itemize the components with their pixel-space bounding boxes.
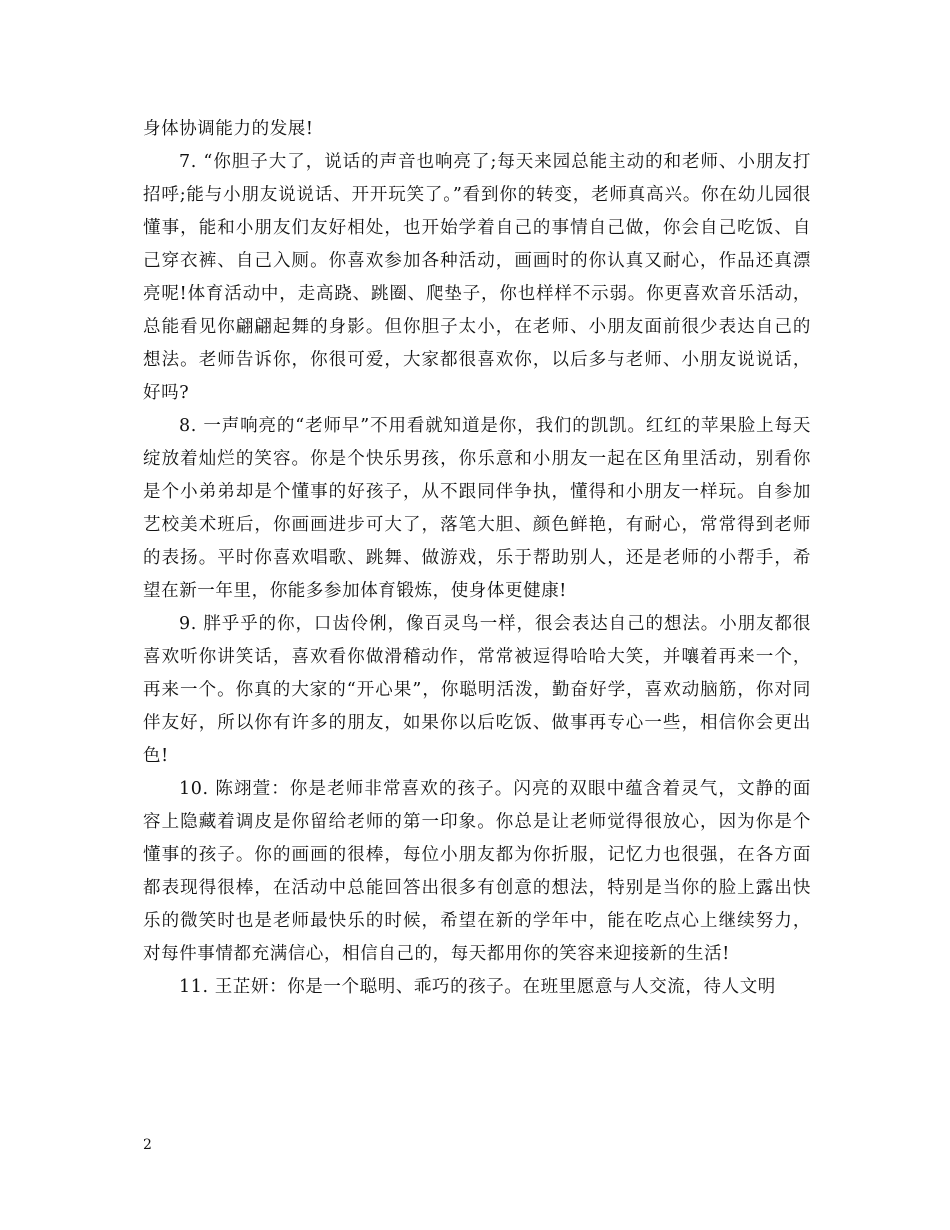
paragraph-continuation: 身体协调能力的发展! [143,119,314,139]
page-number: 2 [143,1137,152,1153]
paragraph-item-8: 8. 一声响亮的“老师早”不用看就知道是你，我们的凯凯。红红的苹果脸上每天绽放着灿烂的笑容。你是个快乐男孩，你乐意和小朋友一起在区角里活动，别看你是个小弟弟却是个懂事的好孩子，从不跟同伴争执，懂得和小朋友一样玩。自参加艺校美术班后，你画画进步可大了，落笔大胆、颜色鲜艳，有耐心，常常得到老师的表扬。平时你喜欢唱歌、跳舞、做游戏，乐于帮助别人，还是老师的小帮手，希望在新一年里，你能多参加体育锻炼，使身体更健康! [143,416,811,601]
paragraph-item-10: 10. 陈翊萱：你是老师非常喜欢的孩子。闪亮的双眼中蕴含着灵气，文静的面容上隐藏着调皮是你留给老师的第一印象。你总是让老师觉得很放心，因为你是个懂事的孩子。你的画画的很棒，每位小朋友都为你折服，记忆力也很强，在各方面都表现得很棒，在活动中总能回答出很多有创意的想法，特别是当你的脸上露出快乐的微笑时也是老师最快乐的时候，希望在新的学年中，能在吃点心上继续努力，对每件事情都充满信心，相信自己的，每天都用你的笑容来迎接新的生活! [143,779,811,964]
paragraph-item-7: 7. “你胆子大了，说话的声音也响亮了;每天来园总能主动的和老师、小朋友打招呼;能与小朋友说说话、开开玩笑了。”看到你的转变，老师真高兴。你在幼儿园很懂事，能和小朋友们友好相处，也开始学着自己的事情自己做，你会自己吃饭、自己穿衣裤、自己入厕。你喜欢参加各种活动，画画时的你认真又耐心，作品还真漂亮呢!体育活动中，走高跷、跳圈、爬垫子，你也样样不示弱。你更喜欢音乐活动，总能看见你翩翩起舞的身影。但你胆子太小，在老师、小朋友面前很少表达自己的想法。老师告诉你，你很可爱，大家都很喜欢你，以后多与老师、小朋友说说话，好吗? [143,152,811,403]
paragraph-item-11: 11. 王芷妍：你是一个聪明、乖巧的孩子。在班里愿意与人交流，待人文明 [179,977,776,997]
document-body [143,113,811,1004]
paragraph-item-9: 9. 胖乎乎的你，口齿伶俐，像百灵鸟一样，很会表达自己的想法。小朋友都很喜欢听你讲笑话，喜欢看你做滑稽动作，常常被逗得哈哈大笑，并嚷着再来一个，再来一个。你真的大家的“开心果”，你聪明活泼，勤奋好学，喜欢动脑筋，你对同伴友好，所以你有许多的朋友，如果你以后吃饭、做事再专心一些，相信你会更出色! [143,614,811,766]
